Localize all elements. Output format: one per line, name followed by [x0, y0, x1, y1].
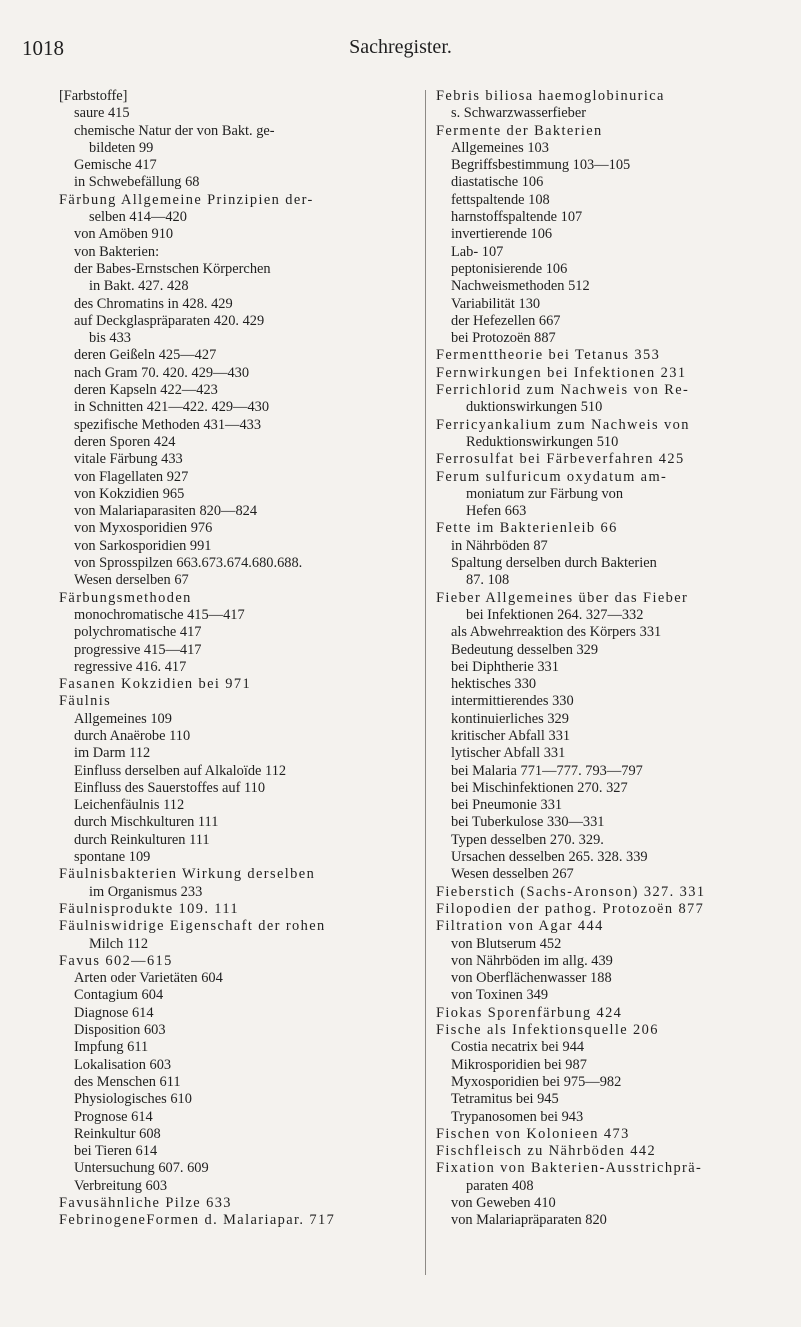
index-subentry: bei Protozoën 887	[451, 330, 556, 347]
index-entry: Fermente der Bakterien	[436, 122, 603, 139]
index-subentry: spontane 109	[74, 849, 151, 866]
index-subentry: Disposition 603	[74, 1022, 166, 1039]
index-subentry: in Schnitten 421—422. 429—430	[74, 399, 270, 416]
index-subentry: im Organismus 233	[89, 883, 203, 900]
index-subentry: in Nährböden 87	[451, 537, 548, 554]
index-entry: Ferricyankalium zum Nachweis von	[436, 416, 690, 433]
page-number: 1018	[22, 36, 64, 60]
index-entry: Fieber Allgemeines über das Fieber	[436, 589, 689, 606]
index-subentry: Prognose 614	[74, 1108, 153, 1125]
index-subentry: bei Diphtherie 331	[451, 658, 559, 675]
index-subentry: bei Mischinfektionen 270. 327	[451, 779, 628, 796]
index-entry: Fette im Bakterienleib 66	[436, 520, 618, 537]
running-title: Sachregister.	[349, 36, 452, 58]
index-subentry: durch Reinkulturen 111	[74, 831, 210, 848]
index-entry: Fischen von Kolonieen 473	[436, 1125, 630, 1142]
index-subentry: Impfung 611	[74, 1039, 149, 1056]
index-subentry: von Nährböden im allg. 439	[451, 952, 613, 969]
index-subentry: Untersuchung 607. 609	[74, 1160, 209, 1177]
index-subentry: bildeten 99	[89, 139, 154, 156]
index-entry: Fermenttheorie bei Tetanus 353	[436, 347, 661, 364]
index-entry: Fischfleisch zu Nährböden 442	[436, 1143, 657, 1160]
index-subentry: bei Infektionen 264. 327—332	[466, 606, 644, 623]
index-entry: Fische als Infektionsquelle 206	[436, 1022, 659, 1039]
index-subentry: von Kokzidien 965	[74, 485, 185, 502]
index-subentry: vitale Färbung 433	[74, 451, 183, 468]
index-subentry: im Darm 112	[74, 745, 151, 762]
index-subentry: s. Schwarzwasserfieber	[451, 105, 587, 122]
index-subentry: deren Sporen 424	[74, 433, 176, 450]
index-subentry: der Hefezellen 667	[451, 312, 561, 329]
index-subentry: paraten 408	[466, 1177, 534, 1194]
index-subentry: Bedeutung desselben 329	[451, 641, 599, 658]
index-subentry: des Chromatins in 428. 429	[74, 295, 233, 312]
index-subentry: von Myxosporidien 976	[74, 520, 213, 537]
index-entry: Fäulnisbakterien Wirkung derselben	[59, 866, 316, 883]
index-subentry: duktionswirkungen 510	[466, 399, 603, 416]
index-subentry: bei Tieren 614	[74, 1143, 158, 1160]
index-subentry: durch Anaërobe 110	[74, 727, 191, 744]
index-subentry: Verbreitung 603	[74, 1177, 168, 1194]
index-entry: Fiokas Sporenfärbung 424	[436, 1004, 623, 1021]
index-subentry: von Bakterien:	[74, 243, 160, 260]
index-subentry: Hefen 663	[466, 503, 527, 520]
index-subentry: moniatum zur Färbung von	[466, 485, 624, 502]
index-subentry: Wesen derselben 67	[74, 572, 189, 589]
index-entry: Febris biliosa haemoglobinurica	[436, 88, 665, 104]
index-subentry: Ursachen desselben 265. 328. 339	[451, 849, 648, 866]
index-subentry: von Oberflächenwasser 188	[451, 970, 612, 987]
index-subentry: von Malariaparasiten 820—824	[74, 503, 258, 520]
index-subentry: Wesen desselben 267	[451, 866, 574, 883]
index-subentry: invertierende 106	[451, 226, 553, 243]
index-subentry: Reinkultur 608	[74, 1125, 161, 1142]
index-entry: Fieberstich (Sachs-Aronson) 327. 331	[436, 883, 706, 900]
index-subentry: von Amöben 910	[74, 226, 174, 243]
index-entry: Fäulnisprodukte 109. 111	[59, 900, 240, 917]
index-subentry: Physiologisches 610	[74, 1091, 192, 1108]
index-entry: [Farbstoffe]	[59, 88, 128, 104]
index-subentry: bei Tuberkulose 330—331	[451, 814, 605, 831]
index-subentry: Einfluss derselben auf Alkaloïde 112	[74, 762, 287, 779]
index-subentry: Spaltung derselben durch Bakterien	[451, 555, 657, 572]
index-entry: Ferum sulfuricum oxydatum am-	[436, 468, 668, 485]
index-subentry: auf Deckglaspräparaten 420. 429	[74, 312, 265, 329]
index-column-right	[436, 88, 796, 1230]
index-subentry: von Toxinen 349	[451, 987, 549, 1004]
index-subentry: Allgemeines 109	[74, 710, 172, 727]
page-header	[0, 36, 801, 68]
index-subentry: kontinuierliches 329	[451, 710, 569, 727]
index-entry: Färbungsmethoden	[59, 589, 192, 606]
index-subentry: bis 433	[89, 330, 131, 347]
index-subentry: Arten oder Varietäten 604	[74, 970, 223, 987]
index-subentry: Reduktionswirkungen 510	[466, 433, 619, 450]
index-subentry: fettspaltende 108	[451, 191, 550, 208]
index-subentry: durch Mischkulturen 111	[74, 814, 219, 831]
index-subentry: harnstoffspaltende 107	[451, 209, 583, 226]
index-subentry: spezifische Methoden 431—433	[74, 416, 262, 433]
index-subentry: Trypanosomen bei 943	[451, 1108, 584, 1125]
index-subentry: als Abwehrreaktion des Körpers 331	[451, 624, 662, 641]
column-divider	[425, 90, 426, 1275]
index-subentry: Typen desselben 270. 329.	[451, 831, 604, 848]
index-subentry: in Bakt. 427. 428	[89, 278, 189, 295]
index-subentry: von Sarkosporidien 991	[74, 537, 212, 554]
index-subentry: Variabilität 130	[451, 295, 541, 312]
index-entry: Filopodien der pathog. Protozoën 877	[436, 900, 705, 917]
index-subentry: deren Geißeln 425—427	[74, 347, 217, 364]
index-entry: Favus 602—615	[59, 952, 173, 969]
index-subentry: Gemische 417	[74, 157, 157, 174]
index-subentry: Begriffsbestimmung 103—105	[451, 157, 631, 174]
index-subentry: in Schwebefällung 68	[74, 174, 200, 191]
index-subentry: bei Malaria 771—777. 793—797	[451, 762, 643, 779]
index-subentry: Contagium 604	[74, 987, 164, 1004]
index-entry: Fäulniswidrige Eigenschaft der rohen	[59, 918, 326, 935]
index-subentry: von Flagellaten 927	[74, 468, 189, 485]
index-subentry: Lab- 107	[451, 243, 504, 260]
index-subentry: regressive 416. 417	[74, 658, 187, 675]
index-subentry: chemische Natur der von Bakt. ge-	[74, 122, 275, 139]
index-subentry: monochromatische 415—417	[74, 606, 245, 623]
index-entry: Fixation von Bakterien-Ausstrichprä-	[436, 1160, 703, 1177]
index-subentry: lytischer Abfall 331	[451, 745, 566, 762]
index-subentry: von Sprosspilzen 663.673.674.680.688.	[74, 555, 303, 572]
index-subentry: 87. 108	[466, 572, 510, 589]
index-subentry: deren Kapseln 422—423	[74, 382, 218, 399]
index-entry: Ferrichlorid zum Nachweis von Re-	[436, 382, 690, 399]
index-entry: Favusähnliche Pilze 633	[59, 1195, 232, 1211]
index-subentry: Leichenfäulnis 112	[74, 797, 185, 814]
index-subentry: der Babes-Ernstschen Körperchen	[74, 260, 271, 277]
index-entry: Filtration von Agar 444	[436, 918, 604, 935]
index-subentry: von Blutserum 452	[451, 935, 562, 952]
index-subentry: Costia necatrix bei 944	[451, 1039, 585, 1056]
index-entry: FebrinogeneFormen d. Malariapar. 717	[59, 1212, 336, 1229]
index-subentry: Myxosporidien bei 975—982	[451, 1073, 622, 1090]
index-subentry: polychromatische 417	[74, 624, 202, 641]
index-entry: Fernwirkungen bei Infektionen 231	[436, 364, 687, 381]
index-subentry: von Geweben 410	[451, 1195, 556, 1211]
index-subentry: peptonisierende 106	[451, 260, 568, 277]
index-subentry: selben 414—420	[89, 209, 187, 226]
index-subentry: hektisches 330	[451, 676, 537, 693]
index-subentry: Lokalisation 603	[74, 1056, 172, 1073]
index-subentry: nach Gram 70. 420. 429—430	[74, 364, 250, 381]
index-subentry: des Menschen 611	[74, 1073, 181, 1090]
index-column-left	[59, 88, 419, 1230]
index-subentry: Allgemeines 103	[451, 139, 549, 156]
index-subentry: bei Pneumonie 331	[451, 797, 563, 814]
index-subentry: kritischer Abfall 331	[451, 727, 571, 744]
index-entry: Fasanen Kokzidien bei 971	[59, 676, 252, 693]
index-subentry: Tetramitus bei 945	[451, 1091, 559, 1108]
index-subentry: Mikrosporidien bei 987	[451, 1056, 587, 1073]
index-subentry: Einfluss des Sauerstoffes auf 110	[74, 779, 266, 796]
index-subentry: diastatische 106	[451, 174, 544, 191]
index-subentry: Milch 112	[89, 935, 149, 952]
index-subentry: progressive 415—417	[74, 641, 202, 658]
index-subentry: Nachweismethoden 512	[451, 278, 590, 295]
index-subentry: von Malariapräparaten 820	[451, 1212, 607, 1229]
index-subentry: Diagnose 614	[74, 1004, 154, 1021]
index-subentry: saure 415	[74, 105, 130, 122]
index-entry: Ferrosulfat bei Färbeverfahren 425	[436, 451, 685, 468]
index-entry: Färbung Allgemeine Prinzipien der-	[59, 191, 314, 208]
index-subentry: intermittierendes 330	[451, 693, 574, 710]
index-entry: Fäulnis	[59, 693, 112, 710]
